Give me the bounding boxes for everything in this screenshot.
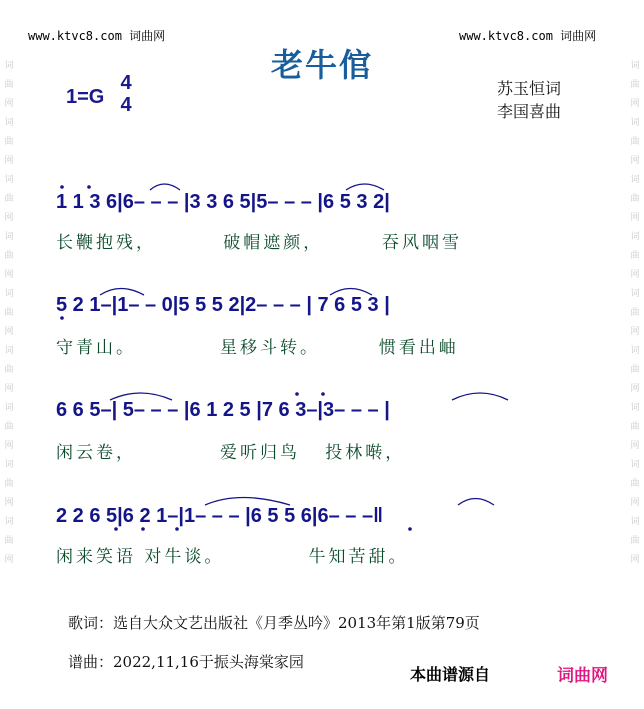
notation-line-1: 1 1 3 6|6– – – |3 3 6 5|5– – – |6 5 3 2| (56, 191, 390, 213)
watermark-char: 曲 (4, 137, 14, 147)
watermark-char: 曲 (4, 422, 14, 432)
watermark-char: 网 (4, 555, 14, 565)
watermark-site: 词曲网 (129, 29, 166, 43)
watermark-char: 词 (630, 61, 640, 71)
watermark-char: 词 (4, 61, 14, 71)
watermark-char: 网 (4, 156, 14, 166)
lyric-line-3: 闲云卷， 爱听归鸟 投林啭， (56, 443, 406, 463)
watermark-char: 曲 (630, 308, 640, 318)
watermark-char: 曲 (4, 308, 14, 318)
watermark-char: 网 (4, 327, 14, 337)
watermark-char: 网 (630, 156, 640, 166)
slur (452, 393, 508, 400)
notation-line-4: 2 2 6 5|6 2 1–|1– – – |6 5 5 6|6– – –‖ (56, 505, 384, 527)
watermark-char: 词 (630, 289, 640, 299)
watermark-char: 词 (4, 232, 14, 242)
lyric-line-4: 闲来笑语 对牛谈。 牛知苦甜。 (56, 547, 409, 567)
watermark-char: 曲 (4, 536, 14, 546)
octave-dot (60, 185, 64, 189)
watermark-char: 曲 (4, 365, 14, 375)
watermark-char: 词 (630, 460, 640, 470)
lyricist-credit: 苏玉恒词 (497, 79, 562, 98)
lyric-line-2: 守青山。 星移斗转。 惯看出岫 (56, 338, 459, 358)
watermark-char: 词 (4, 403, 14, 413)
score-date-note: 谱曲：2022,11,16于振头海棠家园 (68, 653, 304, 671)
slur (346, 184, 384, 190)
watermark-char: 曲 (4, 479, 14, 489)
watermark-char: 词 (630, 346, 640, 356)
watermark-char: 词 (4, 517, 14, 527)
lyrics-source-note: 歌词：选自大众文艺出版社《月季丛吟》2013年第1版第79页 (68, 614, 480, 632)
octave-dot (321, 392, 325, 396)
slur (330, 289, 372, 296)
octave-dot (60, 316, 64, 320)
watermark-char: 词 (4, 460, 14, 470)
notation-line-3: 6 6 5–| 5– – – |6 1 2 5 |7 6 3–|3– – – | (56, 399, 390, 421)
watermark-char: 词 (4, 289, 14, 299)
watermark-char: 曲 (630, 194, 640, 204)
watermark-char: 网 (4, 213, 14, 223)
watermark-char: 网 (630, 99, 640, 109)
slur (100, 289, 144, 296)
watermark-char: 词 (4, 346, 14, 356)
watermark-char: 曲 (630, 536, 640, 546)
slur (458, 499, 494, 506)
watermark-char: 曲 (4, 251, 14, 261)
watermark-char: 网 (630, 213, 640, 223)
slur (205, 498, 290, 506)
watermark-char: 曲 (630, 365, 640, 375)
source-label: 本曲谱源自 (410, 665, 491, 684)
watermark-url: www.ktvc8.com (28, 29, 122, 43)
octave-dot (141, 527, 145, 531)
octave-dot (114, 527, 118, 531)
octave-dot (175, 527, 179, 531)
watermark-char: 曲 (630, 137, 640, 147)
octave-dot (295, 392, 299, 396)
watermark-char: 网 (630, 270, 640, 280)
watermark-char: 词 (4, 118, 14, 128)
watermark-char: 曲 (630, 422, 640, 432)
watermark-site: 词曲网 (560, 29, 597, 43)
song-title: 老牛倌 (270, 46, 373, 84)
watermark-char: 曲 (4, 194, 14, 204)
octave-dot (87, 185, 91, 189)
watermark-char: 网 (4, 498, 14, 508)
watermark-char: 曲 (4, 80, 14, 90)
watermark-char: 网 (4, 441, 14, 451)
octave-dot (408, 527, 412, 531)
time-signature-top: 4 (120, 72, 132, 94)
watermark-char: 词 (630, 403, 640, 413)
watermark-url: www.ktvc8.com (459, 29, 553, 43)
watermark-char: 网 (4, 384, 14, 394)
watermark-char: 词 (630, 118, 640, 128)
watermark-char: 网 (630, 441, 640, 451)
key-signature: 1=G (66, 86, 105, 108)
watermark-char: 网 (4, 99, 14, 109)
watermark-char: 曲 (630, 251, 640, 261)
watermark-char: 网 (630, 555, 640, 565)
source-brand: 词曲网 (557, 666, 608, 686)
watermark-char: 网 (630, 384, 640, 394)
notation-line-2: 5 2 1–|1– – 0|5 5 5 2|2– – – | 7 6 5 3 | (56, 294, 390, 316)
slur (110, 393, 172, 400)
watermark-char: 曲 (630, 479, 640, 489)
watermark-char: 词 (630, 232, 640, 242)
time-signature-bottom: 4 (120, 94, 132, 116)
watermark-char: 词 (630, 175, 640, 185)
slur (150, 184, 180, 190)
watermark-char: 词 (4, 175, 14, 185)
watermark-char: 曲 (630, 80, 640, 90)
watermark-char: 词 (630, 517, 640, 527)
lyric-line-1: 长鞭抱残， 破帽遮颜， 吞风咽雪 (56, 233, 463, 253)
watermark-char: 网 (630, 498, 640, 508)
watermark-char: 网 (4, 270, 14, 280)
composer-credit: 李国喜曲 (497, 102, 562, 121)
watermark-char: 网 (630, 327, 640, 337)
